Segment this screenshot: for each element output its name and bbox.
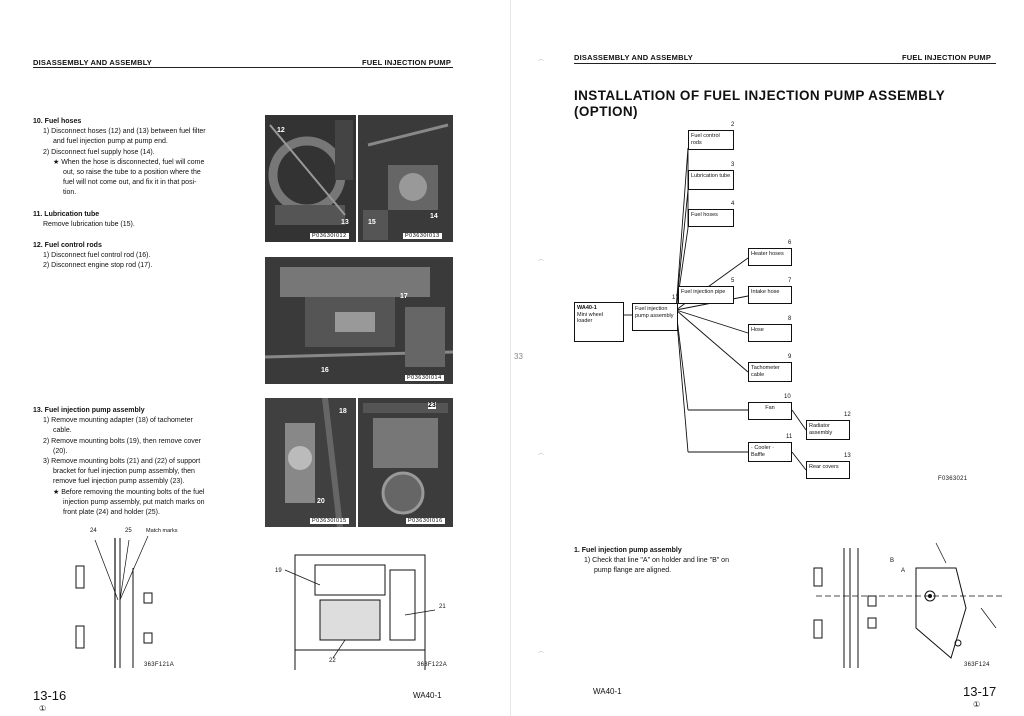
right-footer: WA40-1	[593, 687, 622, 696]
photo-fuel-hoses-left	[265, 115, 356, 242]
label-24: 24	[90, 528, 97, 534]
left-header-topic: FUEL INJECTION PUMP	[362, 58, 452, 67]
section-12-line: 2) Disconnect engine stop rod (17).	[43, 262, 153, 270]
item-heater-hoses: Heater hoses	[748, 248, 792, 266]
section-10-title: 10. Fuel hoses	[33, 118, 82, 125]
section-13-line: 1) Remove mounting adapter (18) of tachometer	[43, 417, 193, 425]
section-1	[574, 546, 804, 577]
section-13-line: (20).	[53, 447, 68, 455]
binding-tick: ⌒	[538, 61, 545, 67]
photo-injection-pump-image	[358, 398, 453, 527]
num-8: 8	[788, 316, 792, 322]
binding-tick: ⌒	[538, 653, 545, 659]
label-b: B	[890, 558, 895, 564]
root-line: Mini wheel	[577, 311, 603, 318]
root-box	[574, 302, 624, 342]
callout-14: 14	[430, 213, 438, 220]
num-1: 1	[672, 295, 676, 301]
section-1-line: 1) Check that line "A" on holder and line "B" on	[584, 557, 729, 565]
right-circle-mark: ①	[973, 700, 981, 709]
section-13-note: ★ Before removing the mounting bolts of the fuel	[53, 488, 205, 496]
section-10-note: tion.	[63, 189, 77, 197]
num-3: 3	[731, 162, 735, 168]
item-lubrication-tube: Lubrication tube	[688, 170, 734, 190]
section-13	[33, 406, 263, 518]
num-6: 6	[788, 240, 792, 246]
label-match-marks: Match marks	[146, 528, 178, 534]
section-13-line: 3) Remove mounting bolts (21) and (22) of support	[43, 458, 201, 466]
drawing-pump-assembly-lines	[265, 540, 455, 672]
drawing-pump-assembly	[265, 540, 455, 672]
label-25: 25	[125, 528, 132, 534]
section-1-line: pump flange are aligned.	[594, 567, 672, 575]
num-2: 2	[731, 122, 735, 128]
label-a: A	[901, 568, 906, 574]
item-fan: Fan	[748, 402, 792, 420]
section-13-line: remove fuel injection pump assembly (23).	[53, 478, 185, 486]
label-19: 19	[275, 568, 282, 574]
root-title: WA40-1	[577, 305, 597, 311]
photo-tachometer-adapter	[265, 398, 356, 527]
pump-box: Fuel injection pump assembly	[632, 303, 678, 331]
drawing-code: 363F122A	[417, 662, 448, 668]
page-title: INSTALLATION OF FUEL INJECTION PUMP ASSEMBLY	[574, 88, 946, 103]
callout-12: 12	[277, 127, 285, 134]
left-header-rule	[33, 67, 453, 68]
callout-15: 15	[368, 219, 376, 226]
drawing-match-marks-lines	[58, 528, 208, 670]
binding-tick: ⌒	[538, 455, 545, 461]
section-12-title: 12. Fuel control rods	[33, 242, 102, 249]
photo-code: P03630I013	[405, 233, 440, 239]
section-10	[33, 117, 263, 199]
photo-code: P03630I015	[312, 518, 347, 524]
drawing-match-marks	[58, 528, 208, 670]
num-5: 5	[731, 278, 735, 284]
num-13: 13	[844, 453, 851, 459]
right-page-number: 13-17	[963, 684, 997, 699]
section-13-line: cable.	[53, 427, 72, 435]
left-page-number: 13-16	[33, 688, 67, 703]
callout-18: 18	[339, 408, 347, 415]
item-rear-covers: Rear covers	[806, 461, 850, 479]
section-13-line: 2) Remove mounting bolts (19), then remove cover	[43, 437, 201, 445]
section-10-note: fuel will not come out, and fix it in that posi-	[63, 179, 197, 187]
num-9: 9	[788, 354, 792, 360]
section-10-line: 2) Disconnect fuel supply hose (14).	[43, 148, 155, 156]
photo-code: P03630I012	[312, 233, 347, 239]
photo-code: P03630I016	[408, 518, 443, 524]
callout-13: 13	[341, 219, 349, 226]
callout-23: 23	[428, 402, 436, 409]
label-21: 21	[439, 604, 446, 610]
photo-tachometer-adapter-image	[265, 398, 356, 527]
section-13-title: 13. Fuel injection pump assembly	[33, 407, 145, 414]
callout-20: 20	[317, 498, 325, 505]
root-line: loader	[577, 318, 593, 324]
diagram-code: F0363021	[938, 476, 968, 482]
section-11	[33, 210, 263, 230]
section-10-note: ★ When the hose is disconnected, fuel will come	[53, 158, 205, 166]
photo-fuel-hoses-right	[358, 115, 453, 242]
section-12-line: 1) Disconnect fuel control rod (16).	[43, 252, 151, 260]
photo-injection-pump	[358, 398, 453, 527]
gutter-mark: 33	[514, 352, 523, 361]
item-fuel-injection-pipe: Fuel injection pipe	[678, 286, 734, 304]
num-7: 7	[788, 278, 792, 284]
item-cooler-baffle: · Cooler · Baffle	[748, 442, 792, 462]
section-13-note: front plate (24) and holder (25).	[63, 509, 160, 517]
photo-fuel-control-rods	[265, 257, 453, 384]
left-header-section: DISASSEMBLY AND ASSEMBLY	[33, 58, 152, 67]
section-13-line: bracket for fuel injection pump assembly, then	[53, 468, 195, 476]
label-22: 22	[329, 658, 336, 664]
item-fuel-control-rods: Fuel control rods	[688, 130, 734, 150]
drawing-alignment-lines-shapes	[806, 538, 1002, 672]
section-12	[33, 241, 263, 272]
callout-17: 17	[400, 293, 408, 300]
section-11-line: Remove lubrication tube (15).	[43, 221, 135, 229]
item-intake-hose: Intake hose	[748, 286, 792, 304]
drawing-code: 363F121A	[144, 662, 175, 668]
binding-tick: ⌒	[538, 261, 545, 267]
section-10-line: and fuel injection pump at pump end.	[53, 138, 168, 146]
section-11-title: 11. Lubrication tube	[33, 211, 100, 218]
section-10-line: 1) Disconnect hoses (12) and (13) between fuel filter	[43, 128, 206, 136]
section-13-note: injection pump assembly, put match marks on	[63, 498, 205, 506]
item-radiator-assembly: Radiator assembly	[806, 420, 850, 440]
photo-fuel-control-rods-image	[265, 257, 453, 384]
callout-16: 16	[321, 367, 329, 374]
right-header-topic: FUEL INJECTION PUMP	[902, 53, 992, 62]
section-10-note: out, so raise the tube to a position where the	[63, 169, 201, 177]
item-fuel-hoses: Fuel hoses	[688, 209, 734, 227]
installation-diagram	[574, 120, 994, 490]
left-circle-mark: ①	[39, 704, 47, 713]
num-11: 11	[786, 434, 793, 440]
section-1-title: 1. Fuel injection pump assembly	[574, 547, 682, 554]
left-footer: WA40-1	[413, 691, 442, 700]
page-subtitle: (OPTION)	[574, 104, 638, 119]
num-10: 10	[784, 394, 791, 400]
photo-code: P03630I014	[407, 375, 442, 381]
item-tachometer-cable: Tachometer cable	[748, 362, 792, 382]
num-12: 12	[844, 412, 851, 418]
page-gutter	[510, 0, 511, 716]
right-header-section: DISASSEMBLY AND ASSEMBLY	[574, 53, 693, 62]
drawing-code: 363F124	[964, 662, 990, 668]
drawing-alignment-lines	[806, 538, 1002, 672]
item-hose: Hose	[748, 324, 792, 342]
num-4: 4	[731, 201, 735, 207]
right-header-rule	[574, 63, 996, 64]
